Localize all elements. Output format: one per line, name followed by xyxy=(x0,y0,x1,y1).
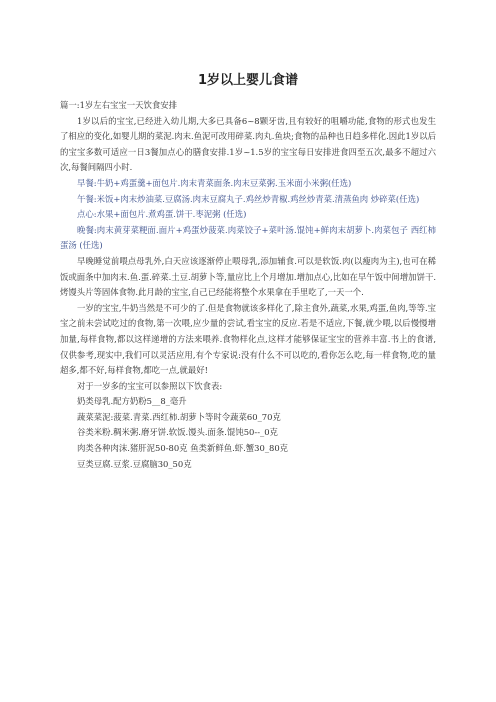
feeding-paragraph: 早晚睡觉前喂点母乳外,白天应该逐渐停止喂母乳,添加辅食.可以是软饭.肉(以瘦肉为主),也可在稀饭或面条中加肉末.鱼.蛋.碎菜.土豆.胡萝卜等,量应比上个月增加.增加点心,比如在早午饭中间增加饼干.烤馒头片等固体食物.此月龄的宝宝,自己已经能将整个水果拿在手里吃了,一天一个. xyxy=(60,255,436,298)
diet-item-milk: 奶类母乳.配方奶粉5__8_毫升 xyxy=(77,396,187,407)
section-heading: 篇一:1岁左右宝宝一天饮食安排 xyxy=(60,100,178,110)
document-title: 1岁以上婴儿食谱 xyxy=(197,73,299,88)
dinner-paragraph: 晚餐:肉末黄芽菜粳面.面片+鸡蛋炒菠菜.肉菜饺子+菜叶汤.馄饨+鲜肉末胡萝卜.肉菜包子 西红柿蛋汤 (任选) xyxy=(60,224,436,251)
diet-item-beans: 豆类豆腐.豆浆.豆腐脑30_50克 xyxy=(77,458,192,469)
lunch-paragraph: 午餐:米饭+肉末炒油菜.豆腐汤.肉末豆腐丸子.鸡丝炒青椒.鸡丝炒青菜.清蒸鱼肉 炒碎菜(任选) xyxy=(77,193,420,204)
diet-item-grains: 谷类米粉.稠米粥.磨牙饼.软饭.馒头.面条.馄饨50--_0克 xyxy=(77,427,278,438)
document-page xyxy=(60,70,436,472)
breakfast-paragraph: 早餐:牛奶+鸡蛋羹+面包片.肉末青菜面条.肉末豆菜粥.玉米面小米粥(任选) xyxy=(77,177,352,188)
diet-item-meat: 肉类各种肉沫.猪肝泥50-80克 鱼类新鲜鱼.虾.蟹30_80克 xyxy=(77,443,289,454)
variety-paragraph: 一岁的宝宝,牛奶当然是不可少的了.但是食物就该多样化了,除主食外,蔬菜,水果,鸡蛋,鱼肉,等等.宝宝之前未尝试吃过的食物,第一次喂,应少量的尝试,看宝宝的反应.若是不适应,下餐,就少喂,以后慢慢增加量,每样食物,都以这样递增的方法来喂养.食物样化点,这样才能够保证宝宝的营养丰富.书上的食谱,仅供参考,现实中,我们可以灵活应用,有个专家说:没有什么不可以吃的,看你怎么吃,每一样食物,吃的量超多,都不好,每样食物,都吃一点,就最好! xyxy=(60,302,436,376)
table-intro-paragraph: 对于一岁多的宝宝可以参照以下饮食表: xyxy=(77,380,223,391)
intro-paragraph: 1岁以后的宝宝,已经进入幼儿期,大多已具备6~8颗牙齿,且有较好的咀嚼功能,食物的形式也发生了相应的变化,如婴儿期的菜泥.肉末.鱼泥可改用碎菜.肉丸.鱼块;食物的品种也日趋多样化.因此1岁以后的宝宝多数可适应一日3餐加点心的膳食安排.1岁~1.5岁的宝宝每日安排进食四至五次,最多不超过六次,每餐间隔四小时. xyxy=(60,115,436,173)
snack-paragraph: 点心:水果+面包片.煮鸡蛋.饼干.枣泥粥 (任选) xyxy=(77,209,247,220)
diet-item-vegetables: 蔬菜菜泥:菠菜.青菜.西红柿.胡萝卜等时令蔬菜60_70克 xyxy=(77,411,281,422)
